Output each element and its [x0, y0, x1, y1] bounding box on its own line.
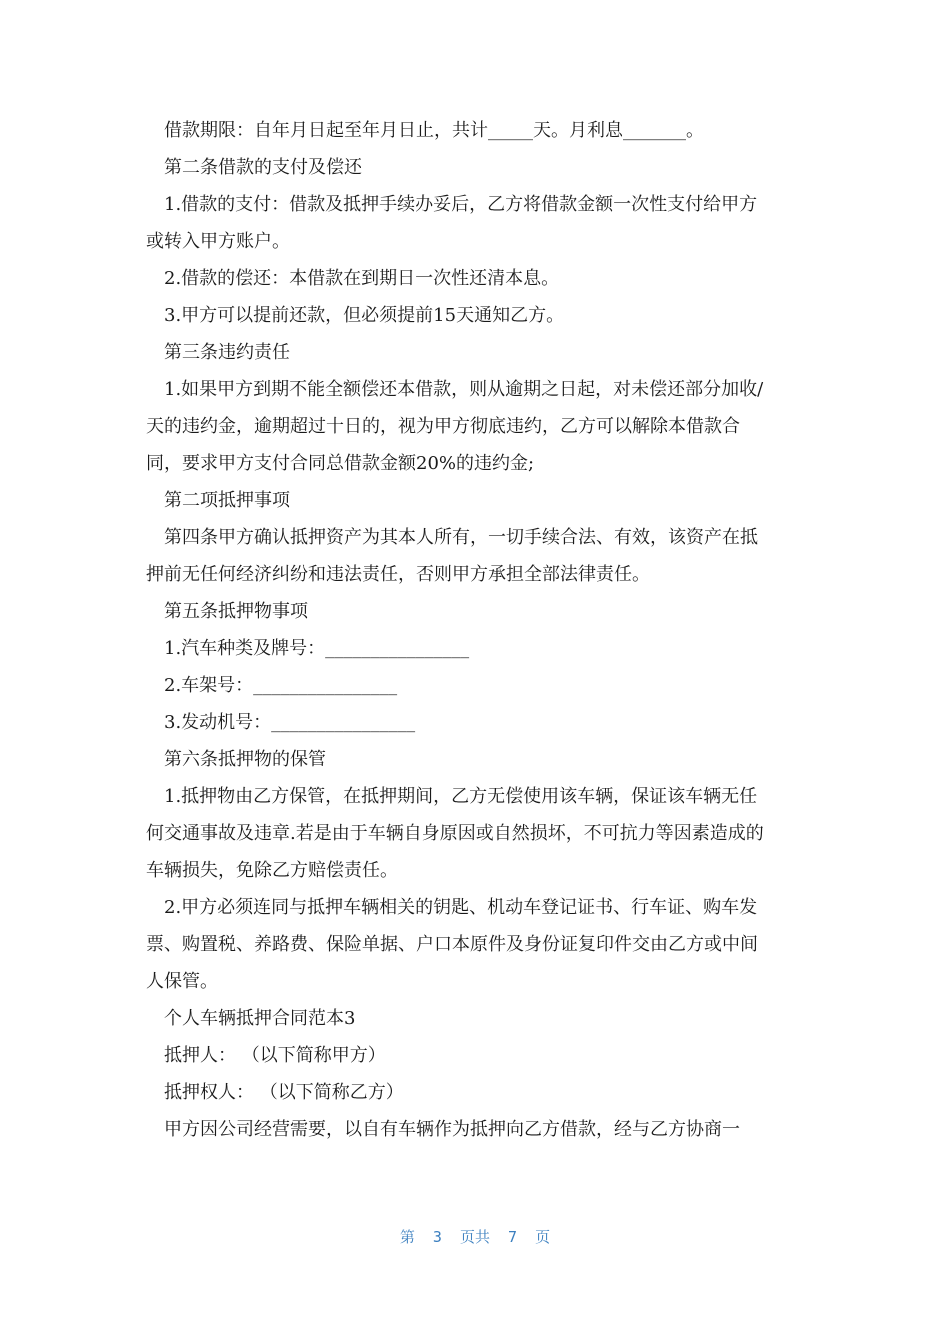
- text-line: 或转入甲方账户。: [146, 231, 290, 252]
- text-line: 2.借款的偿还：本借款在到期日一次性还清本息。: [164, 268, 560, 289]
- text-line: 个人车辆抵押合同范本3: [164, 1008, 356, 1029]
- text-line: 借款期限：自年月日起至年月日止，共计_____天。月利息_______。: [164, 120, 704, 141]
- text-line: 第三条违约责任: [164, 342, 290, 363]
- text-line: 3.甲方可以提前还款，但必须提前15天通知乙方。: [164, 305, 565, 326]
- text-line: 第二项抵押事项: [164, 490, 290, 511]
- text-line: 抵押人： （以下简称甲方）: [164, 1045, 386, 1066]
- text-line: 1.抵押物由乙方保管，在抵押期间，乙方无偿使用该车辆，保证该车辆无任: [164, 786, 758, 807]
- text-line: 同，要求甲方支付合同总借款金额20%的违约金;: [146, 453, 535, 474]
- text-line: 押前无任何经济纠纷和违法责任，否则甲方承担全部法律责任。: [146, 564, 650, 585]
- text-line: 2.车架号：________________: [164, 675, 398, 696]
- text-line: 车辆损失，免除乙方赔偿责任。: [146, 860, 398, 881]
- text-line: 2.甲方必须连同与抵押车辆相关的钥匙、机动车登记证书、行车证、购车发: [164, 897, 758, 918]
- text-line: 人保管。: [146, 971, 218, 992]
- text-line: 3.发动机号：________________: [164, 712, 416, 733]
- text-line: 第四条甲方确认抵押资产为其本人所有，一切手续合法、有效，该资产在抵: [164, 527, 758, 548]
- text-line: 天的违约金，逾期超过十日的，视为甲方彻底违约，乙方可以解除本借款合: [146, 416, 740, 437]
- text-line: 甲方因公司经营需要，以自有车辆作为抵押向乙方借款，经与乙方协商一: [164, 1119, 740, 1140]
- text-line: 第六条抵押物的保管: [164, 749, 326, 770]
- text-line: 第五条抵押物事项: [164, 601, 308, 622]
- page-footer: 第 3 页共 7 页: [399, 1228, 551, 1246]
- text-line: 1.借款的支付：借款及抵押手续办妥后，乙方将借款金额一次性支付给甲方: [164, 194, 758, 215]
- text-line: 第二条借款的支付及偿还: [164, 157, 362, 178]
- text-line: 1.如果甲方到期不能全额偿还本借款，则从逾期之日起，对未偿还部分加收/: [164, 379, 764, 400]
- text-line: 1.汽车种类及牌号：________________: [164, 638, 470, 659]
- document-body: [146, 112, 810, 1148]
- text-line: 抵押权人： （以下简称乙方）: [164, 1082, 404, 1103]
- text-line: 何交通事故及违章.若是由于车辆自身原因或自然损坏，不可抗力等因素造成的: [146, 823, 764, 844]
- text-line: 票、购置税、养路费、保险单据、户口本原件及身份证复印件交由乙方或中间: [146, 934, 758, 955]
